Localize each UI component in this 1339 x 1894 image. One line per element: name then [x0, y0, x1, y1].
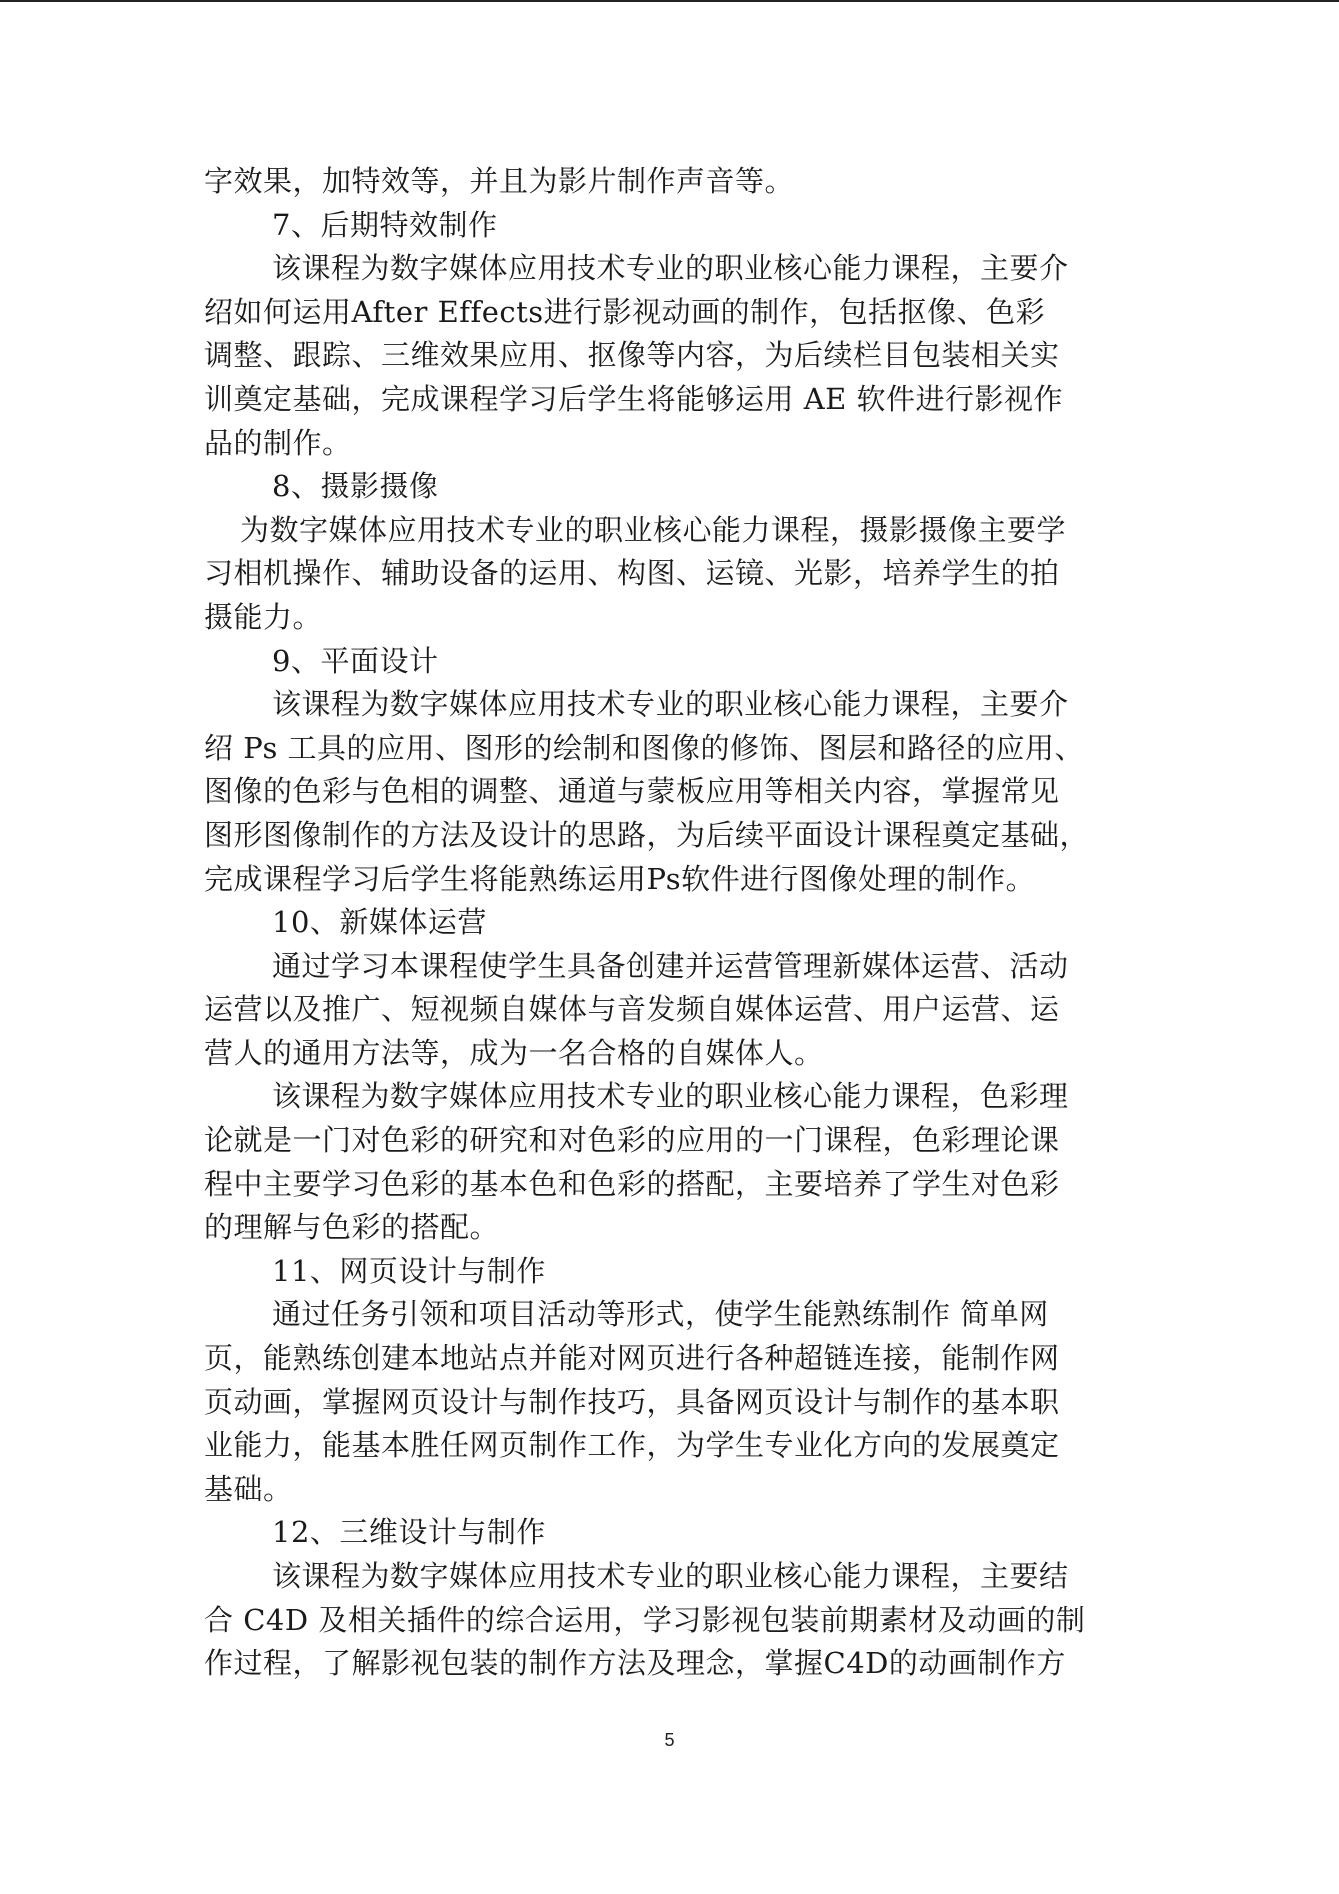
paragraph-line: 图形图像制作的方法及设计的思路，为后续平面设计课程奠定基础， — [204, 817, 1090, 852]
paragraph-line: 图像的色彩与色相的调整、通道与蒙板应用等相关内容，掌握常见 — [204, 774, 1060, 809]
paragraph-line: 营人的通用方法等，成为一名合格的自媒体人。 — [204, 1035, 824, 1070]
paragraph-line: 调整、跟踪、三维效果应用、抠像等内容，为后续栏目包装相关实 — [204, 338, 1060, 373]
page-number: 5 — [664, 1730, 675, 1750]
paragraph-line: 该课程为数字媒体应用技术专业的职业核心能力课程，主要介 — [272, 687, 1069, 722]
paragraph-line: 论就是一门对色彩的研究和对色彩的应用的一门课程，色彩理论课 — [204, 1123, 1060, 1158]
paragraph-line: 绍 Ps 工具的应用、图形的绘制和图像的修饰、图层和路径的应用、 — [204, 730, 1085, 765]
section-heading: 11、网页设计与制作 — [272, 1253, 546, 1288]
document-body — [204, 160, 1194, 1686]
section-heading: 9、平面设计 — [272, 643, 439, 678]
paragraph-line: 训奠定基础，完成课程学习后学生将能够运用 AE 软件进行影视作 — [204, 381, 1064, 416]
section-heading: 10、新媒体运营 — [272, 905, 487, 940]
paragraph-line: 运营以及推广、短视频自媒体与音发频自媒体运营、用户运营、运 — [204, 992, 1060, 1027]
paragraph-line: 该课程为数字媒体应用技术专业的职业核心能力课程，主要介 — [272, 251, 1069, 286]
section-heading: 7、后期特效制作 — [272, 207, 498, 242]
section-heading: 12、三维设计与制作 — [272, 1515, 546, 1550]
paragraph-line: 通过学习本课程使学生具备创建并运营管理新媒体运营、活动 — [272, 948, 1069, 983]
paragraph-line: 摄能力。 — [204, 599, 323, 634]
paragraph-line: 字效果，加特效等，并且为影片制作声音等。 — [204, 164, 795, 198]
paragraph-line: 习相机操作、辅助设备的运用、构图、运镜、光影，培养学生的拍 — [204, 556, 1060, 591]
paragraph-line: 程中主要学习色彩的基本色和色彩的搭配，主要培养了学生对色彩 — [204, 1166, 1060, 1201]
paragraph-line: 该课程为数字媒体应用技术专业的职业核心能力课程，色彩理 — [272, 1079, 1069, 1114]
paragraph-line: 该课程为数字媒体应用技术专业的职业核心能力课程，主要结 — [272, 1559, 1069, 1593]
paragraph-line: 的理解与色彩的搭配。 — [204, 1210, 500, 1245]
paragraph-line: 绍如何运用After Effects进行影视动画的制作，包括抠像、色彩 — [204, 294, 1046, 329]
paragraph-line: 合 C4D 及相关插件的综合运用，学习影视包装前期素材及动画的制 — [204, 1602, 1086, 1637]
top-border-line — [0, 0, 1339, 2]
paragraph-line: 品的制作。 — [204, 425, 352, 460]
section-heading: 8、摄影摄像 — [272, 469, 439, 504]
paragraph-line: 业能力，能基本胜任网页制作工作，为学生专业化方向的发展奠定 — [204, 1428, 1060, 1463]
paragraph-line: 通过任务引领和项目活动等形式，使学生能熟练制作 简单网 — [272, 1297, 1049, 1332]
paragraph-line: 基础。 — [204, 1471, 293, 1506]
paragraph-line: 作过程，了解影视包装的制作方法及理念，掌握C4D的动画制作方 — [204, 1646, 1066, 1681]
paragraph-line: 为数字媒体应用技术专业的职业核心能力课程，摄影摄像主要学 — [240, 512, 1067, 547]
paragraph-line: 完成课程学习后学生将能熟练运用Ps软件进行图像处理的制作。 — [204, 861, 1036, 896]
paragraph-line: 页，能熟练创建本地站点并能对网页进行各种超链连接，能制作网 — [204, 1341, 1060, 1376]
paragraph-line: 页动画，掌握网页设计与制作技巧，具备网页设计与制作的基本职 — [204, 1384, 1060, 1419]
